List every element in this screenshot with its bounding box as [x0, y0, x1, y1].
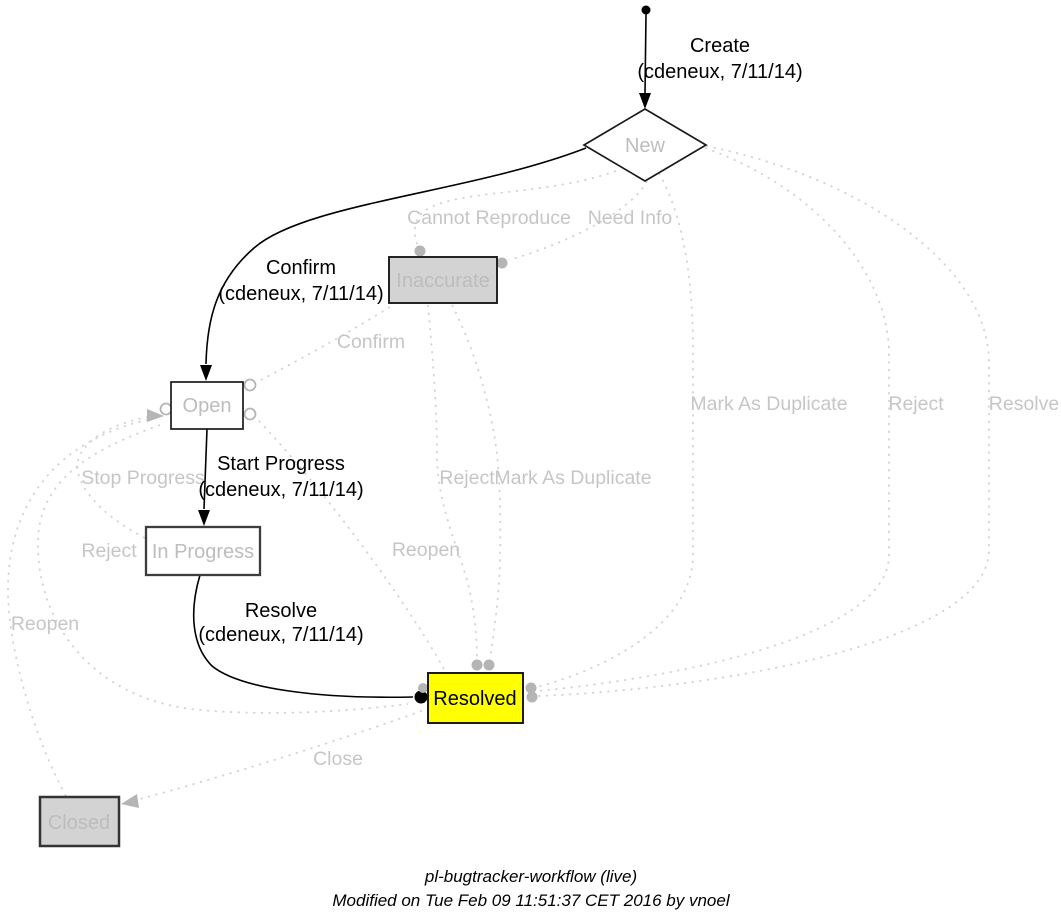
diagram-footer: [332, 867, 730, 910]
label-reopen-mid: Reopen: [391, 539, 461, 561]
label-reject-mid: Reject: [439, 467, 495, 489]
label-confirm-attribution: (cdeneux, 7/11/14): [218, 283, 384, 305]
edge-close[interactable]: [140, 708, 429, 799]
node-inaccurate-label: Inaccurate: [396, 270, 490, 292]
start-dot: [642, 6, 651, 15]
node-open[interactable]: [171, 382, 243, 429]
node-in-progress-label: In Progress: [151, 541, 255, 563]
workflow-modified: Modified on Tue Feb 09 11:51:37 CET 2016 by vnoel: [332, 891, 730, 910]
edge-mark-as-duplicate-new[interactable]: [537, 173, 693, 687]
dot-cannot-reproduce: [415, 246, 426, 257]
label-cannot-reproduce: Cannot Reproduce: [407, 207, 571, 229]
node-closed-label: Closed: [47, 812, 111, 834]
node-in-progress[interactable]: [146, 527, 260, 575]
odot-open-left: [161, 404, 172, 415]
dot-need-info: [497, 258, 508, 269]
label-reject-left: Reject: [81, 540, 137, 562]
label-confirm-gray: Confirm: [336, 331, 406, 353]
arrowhead-close: [121, 794, 139, 808]
dot-resolved-left: [418, 683, 428, 693]
node-new[interactable]: [584, 109, 706, 181]
label-resolve-attribution: (cdeneux, 7/11/14): [198, 624, 364, 646]
odot-open-confirm: [245, 380, 256, 391]
dot-reject-inaccurate: [472, 660, 483, 671]
dot-mark-as-duplicate-inaccurate: [484, 660, 495, 671]
label-mark-as-duplicate-right: Mark As Duplicate: [690, 393, 848, 415]
node-resolved[interactable]: [428, 673, 523, 723]
workflow-name: pl-bugtracker-workflow (live): [424, 867, 638, 886]
node-resolved-label: Resolved: [433, 688, 517, 710]
label-create-attribution: (cdeneux, 7/11/14): [637, 61, 803, 83]
arrowhead-confirm: [200, 365, 212, 381]
odot-open-reopen: [245, 409, 256, 420]
edge-reject-new[interactable]: [538, 148, 889, 691]
label-reject-right: Reject: [888, 393, 944, 415]
node-open-label: Open: [182, 395, 232, 417]
node-inaccurate[interactable]: [389, 257, 497, 303]
node-closed[interactable]: [40, 797, 119, 846]
label-stop-progress: Stop Progress: [81, 467, 205, 489]
active-edges: [194, 14, 646, 697]
arrowhead-start-progress: [198, 510, 210, 526]
node-new-label: New: [624, 135, 666, 157]
label-close: Close: [313, 748, 363, 770]
label-resolve-right: Resolve: [988, 393, 1060, 415]
label-need-info: Need Info: [587, 207, 673, 229]
label-create: Create: [689, 35, 751, 57]
arrowhead-create: [639, 93, 651, 109]
label-start-progress-attribution: (cdeneux, 7/11/14): [198, 479, 364, 501]
label-mark-as-duplicate-mid: Mark As Duplicate: [494, 467, 652, 489]
label-start-progress: Start Progress: [217, 453, 345, 475]
label-resolve: Resolve: [244, 600, 318, 622]
label-reopen-left: Reopen: [10, 613, 80, 635]
active-edge-labels: [198, 35, 802, 646]
dot-resolved-right-2: [527, 692, 538, 703]
label-confirm: Confirm: [265, 257, 337, 279]
